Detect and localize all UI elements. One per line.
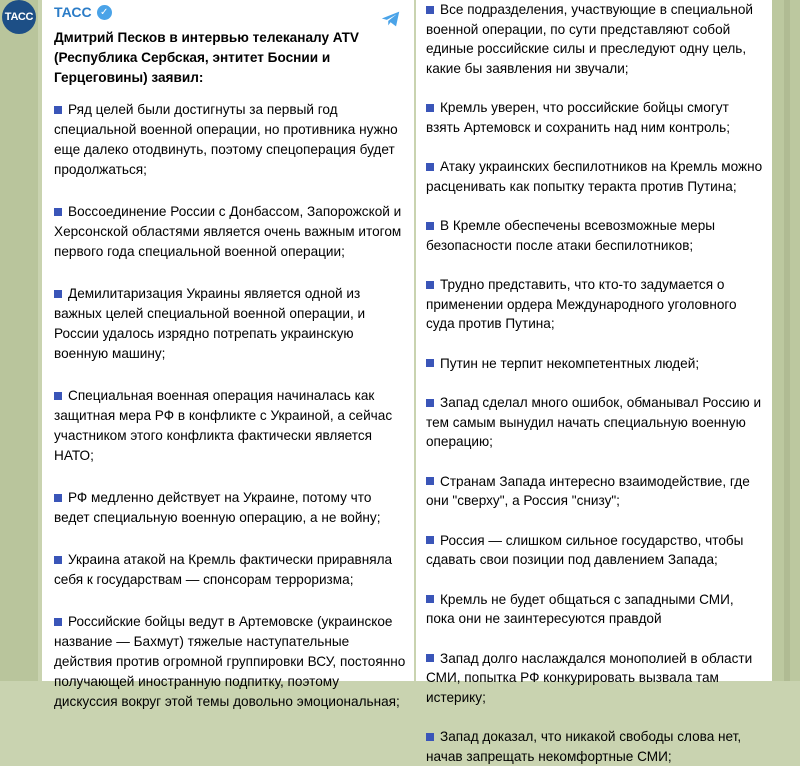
chat-background-left: [0, 0, 38, 681]
statement-text: Российские бойцы ведут в Артемовске (украинское название — Бахмут) тяжелые наступательные действия против огромной группировки ВСУ, постоянно получающей иностранную подпитку, поэтому дискуссия вокруг этой темы довольно эмоциональная;: [54, 614, 406, 709]
bullet-icon: [54, 392, 62, 400]
bullet-icon: [54, 208, 62, 216]
statement-item: [426, 649, 764, 708]
statement-text: РФ медленно действует на Украине, потому что ведет специальную военную операцию, а не войну;: [54, 490, 381, 525]
statement-item: [426, 98, 764, 137]
statement-item: [426, 590, 764, 629]
bullet-icon: [426, 163, 434, 171]
statement-text: Трудно представить, что кто-то задумается о применении ордера Международного уголовного суда против Путина;: [426, 277, 737, 331]
statement-item: [426, 531, 764, 570]
message-card-right: [416, 0, 772, 764]
statement-item: [54, 612, 406, 712]
bullet-icon: [54, 494, 62, 502]
statement-text: В Кремле обеспечены всевозможные меры безопасности после атаки беспилотников;: [426, 218, 716, 253]
statement-text: Воссоединение России с Донбассом, Запорожской и Херсонской областями является очень важным итогом первого года специальной военной операции;: [54, 204, 402, 259]
statement-item: [426, 727, 764, 766]
statement-text: Все подразделения, участвующие в специальной военной операции, по сути представляют собой единые российские силы и преследуют одну цель, какие бы заявления ни звучали;: [426, 2, 754, 76]
statement-item: [426, 0, 764, 78]
statement-text: Атаку украинских беспилотников на Кремль можно расценивать как попытку теракта против Путина;: [426, 159, 763, 194]
message-card-left: [42, 0, 414, 709]
statement-item: [426, 275, 764, 334]
statement-item: [54, 284, 406, 364]
bullet-icon: [426, 281, 434, 289]
bullet-icon: [426, 595, 434, 603]
statement-text: Демилитаризация Украины является одной из важных целей специальной военной операции, и России удалось изрядно потрепать украинскую военную машину;: [54, 286, 366, 361]
bullet-icon: [54, 106, 62, 114]
message-header: [54, 4, 406, 28]
statement-text: Кремль не будет общаться с западными СМИ, пока они не заинтересуются правдой: [426, 591, 734, 626]
bullet-icon: [426, 222, 434, 230]
bullet-icon: [426, 536, 434, 544]
statement-item: [426, 354, 764, 374]
statement-item: [426, 216, 764, 255]
statement-text: Россия — слишком сильное государство, чтобы сдавать свои позиции под давлением Запада;: [426, 532, 744, 567]
statement-item: [54, 550, 406, 590]
scrollbar[interactable]: [784, 0, 790, 681]
telegram-icon[interactable]: [380, 8, 402, 30]
verified-icon: ✓: [97, 5, 112, 20]
channel-name: ТАСС: [54, 4, 92, 20]
bullet-icon: [426, 359, 434, 367]
bullet-icon: [426, 654, 434, 662]
statement-item: [426, 472, 764, 511]
channel-name-link[interactable]: [54, 4, 112, 20]
statement-item: [426, 393, 764, 452]
statement-text: Странам Запада интересно взаимодействие, где они "сверху", а Россия "снизу";: [426, 473, 750, 508]
statement-text: Запад доказал, что никакой свободы слова нет, начав запрещать некомфортные СМИ;: [426, 729, 742, 764]
bullet-icon: [54, 618, 62, 626]
bullet-icon: [426, 733, 434, 741]
statement-item: [54, 100, 406, 180]
statement-list-left: [54, 100, 406, 712]
bullet-icon: [426, 399, 434, 407]
statement-text: Путин не терпит некомпетентных людей;: [440, 355, 700, 371]
statement-text: Запад сделал много ошибок, обманывал Россию и тем самым вынудил начать специальную военную операцию;: [426, 395, 762, 449]
statement-item: [54, 488, 406, 528]
statement-text: Кремль уверен, что российские бойцы смогут взять Артемовск и сохранить над ним контроль;: [426, 100, 731, 135]
statement-list-right: [426, 0, 764, 766]
statement-item: [426, 157, 764, 196]
statement-item: [54, 202, 406, 262]
statement-text: Ряд целей были достигнуты за первый год специальной военной операции, но противника нужно еще далеко отодвинуть, поэтому спецоперация будет продолжаться;: [54, 102, 398, 177]
bullet-icon: [426, 477, 434, 485]
bullet-icon: [54, 290, 62, 298]
statement-text: Специальная военная операция начиналась как защитная мера РФ в конфликте с Украиной, а сейчас участником этого конфликта фактически является НАТО;: [54, 388, 393, 463]
channel-avatar[interactable]: ТАСС: [2, 0, 36, 34]
statement-text: Украина атакой на Кремль фактически приравняла себя к государствам — спонсорам терроризма;: [54, 552, 393, 587]
statement-item: [54, 386, 406, 466]
bullet-icon: [54, 556, 62, 564]
bullet-icon: [426, 104, 434, 112]
bullet-icon: [426, 6, 434, 14]
statement-text: Запад долго наслаждался монополией в области СМИ, попытка РФ конкурировать вызвала там истерику;: [426, 650, 753, 705]
post-intro: Дмитрий Песков в интервью телеканалу ATV (Республика Сербская, энтитет Боснии и Герцеговины) заявил:: [54, 30, 359, 85]
